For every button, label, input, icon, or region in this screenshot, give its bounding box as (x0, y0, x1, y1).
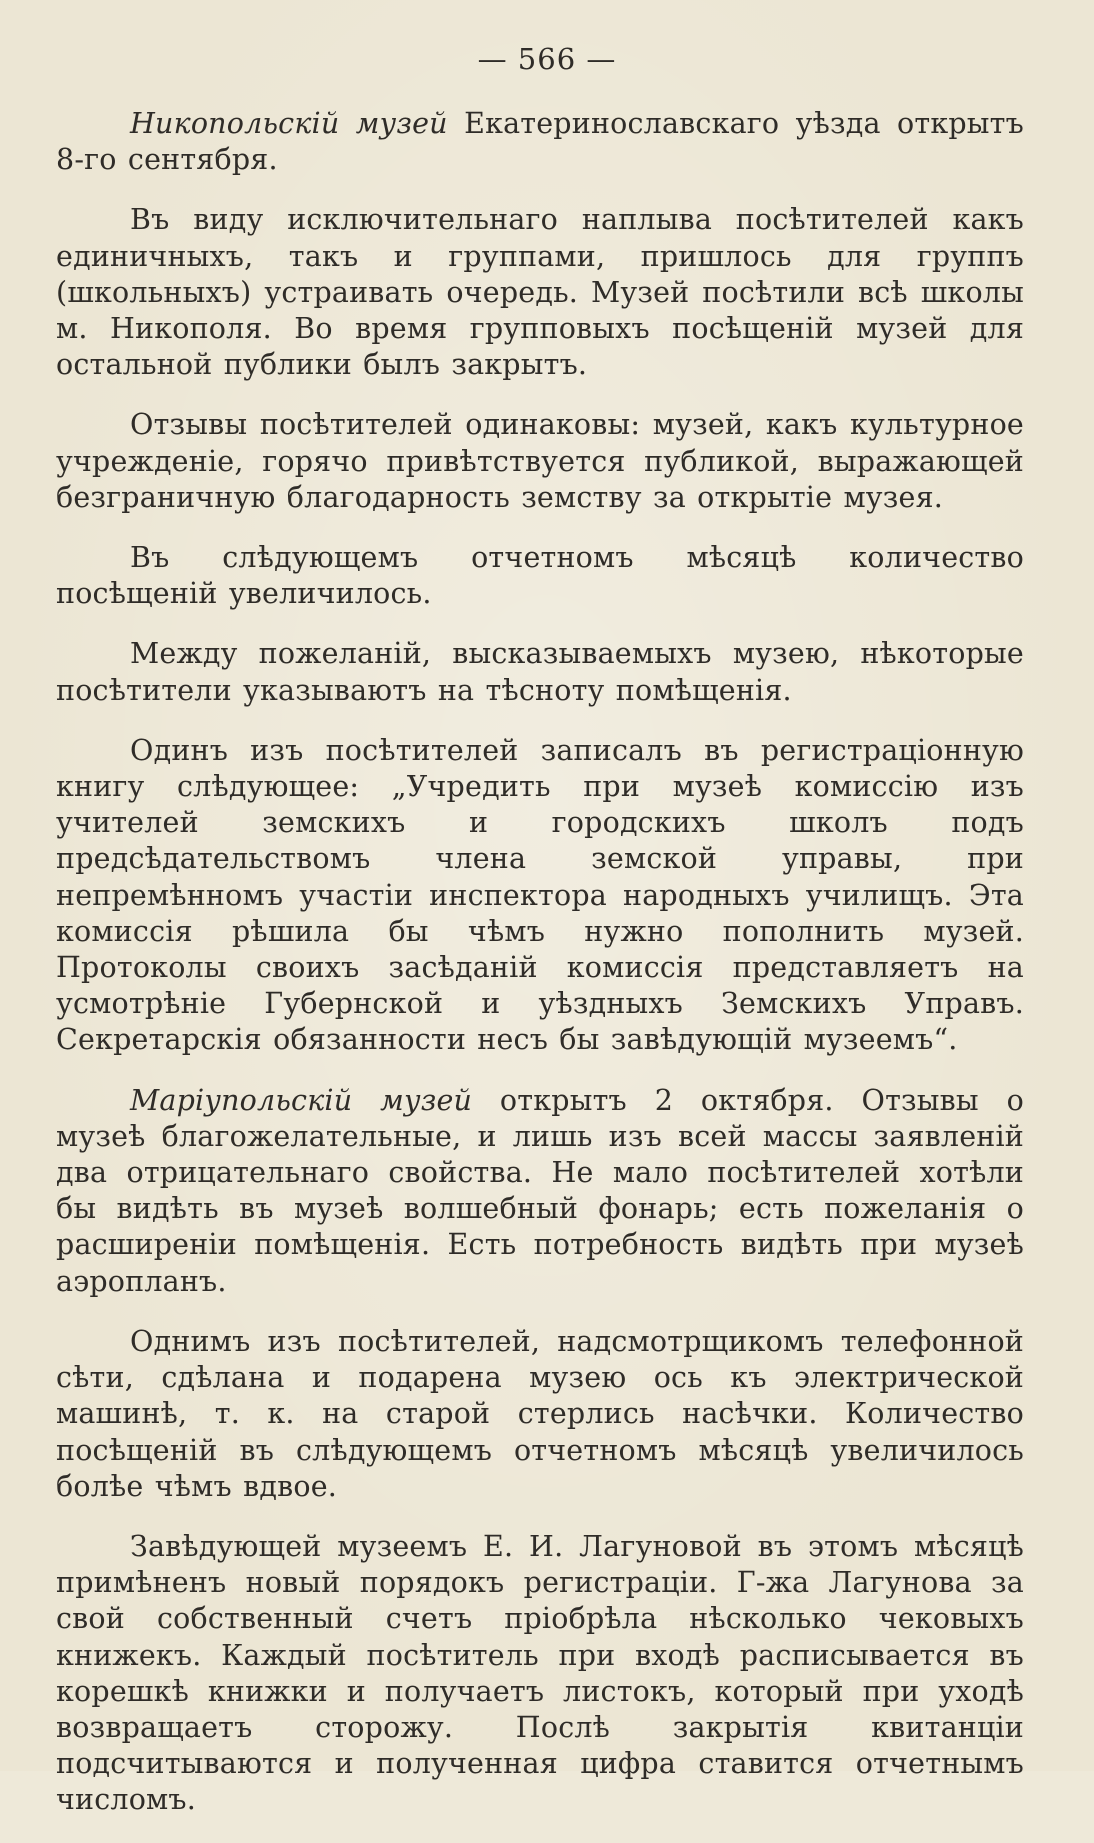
paragraph-text: открытъ 2 октября. Отзывы о музеѣ благожелательные, и лишь изъ всей массы заявленій два отрицательнаго свойства. Не мало посѣтителей хотѣли бы видѣть въ музеѣ волшебный фонарь; есть пожеланія о расширеніи помѣщенія. Есть потребность видѣть при музеѣ аэропланъ. (56, 1083, 1025, 1298)
paragraph-text: Отзывы посѣтителей одинаковы: музей, какъ культурное учрежденіе, горячо привѣтствуется публикой, выражающей безграничную благодарность земству за открытіе музея. (56, 408, 1024, 514)
paragraph-text: Одинъ изъ посѣтителей записалъ въ регистраціонную книгу слѣдующее: „Учредить при музеѣ комиссію изъ учителей земскихъ и городскихъ школъ подъ предсѣдательствомъ члена земской управы, при непремѣнномъ участіи инспектора народныхъ училищъ. Эта комиссія рѣшила бы чѣмъ нужно пополнить музей. Протоколы своихъ засѣданій комиссія представляетъ на усмотрѣніе Губернской и уѣздныхъ Земскихъ Управъ. Секретарскія обязанности несъ бы завѣдующій музеемъ“. (56, 733, 1024, 1057)
paragraph-text: Въ виду исключительнаго наплыва посѣтителей какъ единичныхъ, такъ и группами, пришлось для группъ (школьныхъ) устраивать очередь. Музей посѣтили всѣ школы м. Никополя. Во время групповыхъ посѣщеній музей для остальной публики былъ закрытъ. (56, 203, 1024, 382)
museum-name-italic: Никопольскій музей (130, 107, 448, 140)
page-number: — 566 — (477, 42, 617, 76)
paragraph-text: Екатеринославскаго уѣзда открытъ 8-го сентября. (56, 107, 1024, 177)
paragraph-text: Въ слѣдующемъ отчетномъ мѣсяцѣ количество посѣщеній увеличилось. (56, 541, 1024, 611)
museum-name-italic: Маріупольскій музей (130, 1083, 473, 1117)
paragraph-text: Завѣдующей музеемъ Е. И. Лагуновой въ этомъ мѣсяцѣ примѣненъ новый порядокъ регистраціи. Г-жа Лагунова за свой собственный счетъ пріобрѣла нѣсколько чековыхъ книжекъ. Каждый посѣтитель при входѣ расписывается въ корешкѣ книжки и получаетъ листокъ, который при уходѣ возвращаетъ сторожу. Послѣ закрытія квитанціи подсчитываются и полученная цифра ставится отчетнымъ числомъ. (56, 1529, 1024, 1817)
paragraph-registration-order (56, 1529, 1024, 1819)
paragraph-wishes (56, 636, 1024, 708)
paragraph-visitor-reviews (56, 407, 1024, 516)
paragraph-nikopol-opening (56, 106, 1024, 178)
paragraph-text: Между пожеланій, высказываемыхъ музею, нѣкоторые посѣтители указываютъ на тѣсноту помѣщенія. (56, 637, 1024, 707)
paragraph-next-month (56, 540, 1024, 612)
paragraph-text: Однимъ изъ посѣтителей, надсмотрщикомъ телефонной сѣти, сдѣлана и подарена музею ось къ электрической машинѣ, т. к. на старой стерлись насѣчки. Количество посѣщеній въ слѣдующемъ отчетномъ мѣсяцѣ увеличилось болѣе чѣмъ вдвое. (56, 1324, 1024, 1503)
paragraph-mariupol-opening (56, 1083, 1024, 1300)
body-text (56, 106, 1024, 1843)
paragraph-visitor-influx (56, 202, 1024, 383)
paragraph-donated-axle (56, 1324, 1024, 1505)
paragraph-commission-proposal (56, 733, 1024, 1059)
